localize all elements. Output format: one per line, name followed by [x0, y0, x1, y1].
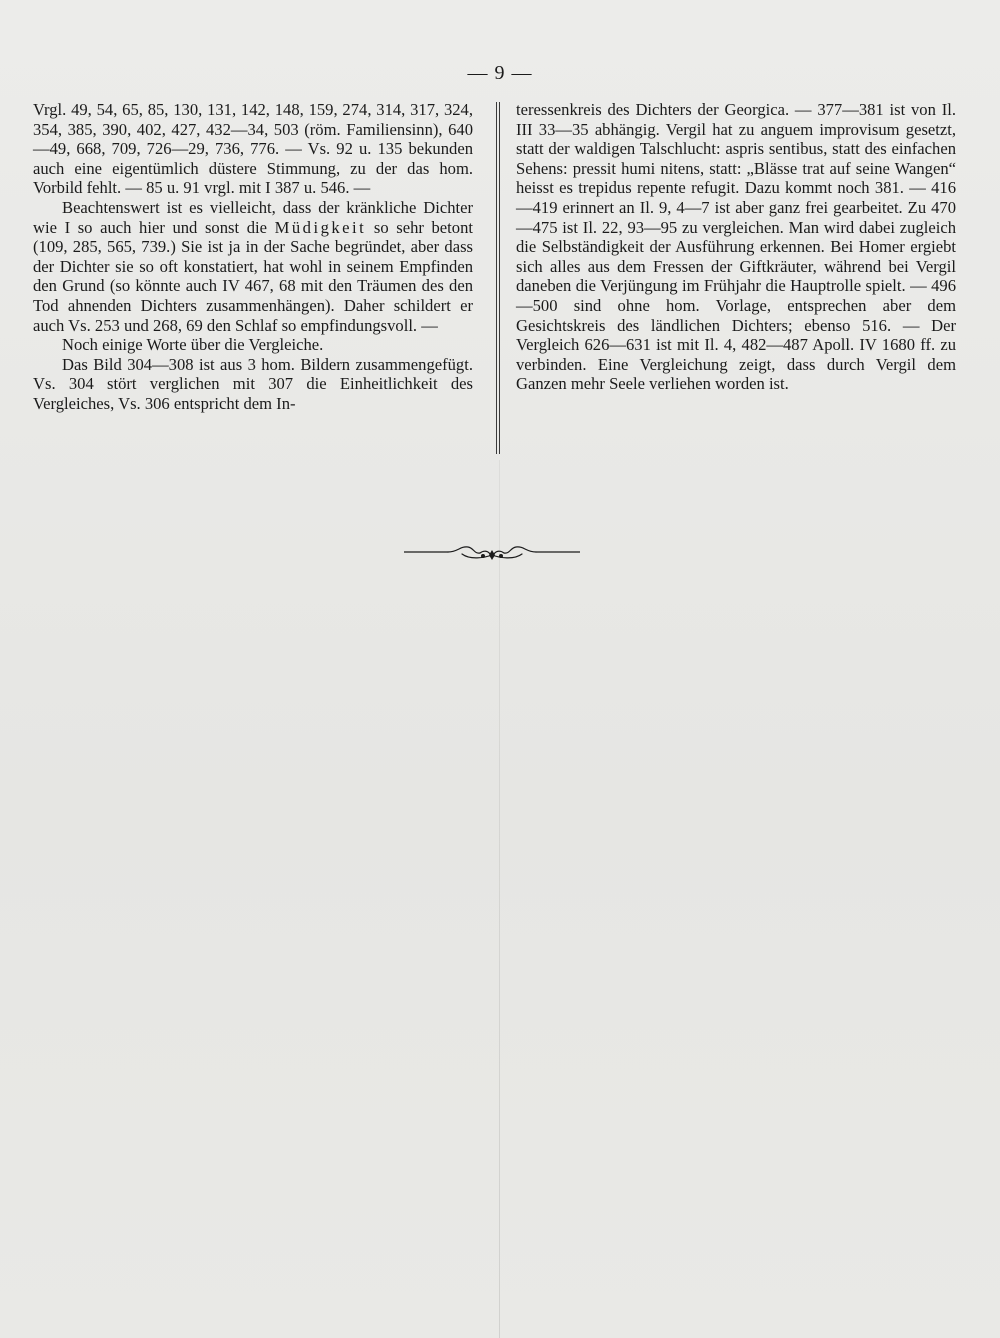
column-divider	[496, 102, 500, 454]
emphasized-word-muedigkeit: Müdigkeit	[274, 217, 367, 237]
left-paragraph-4: Das Bild 304—308 ist aus 3 hom. Bildern zusammengefügt. Vs. 304 stört verglichen mit 307 die Einheitlichkeit des Vergleiches, Vs. 306 entspricht dem In-	[33, 354, 473, 413]
left-paragraph-1: Vrgl. 49, 54, 65, 85, 130, 131, 142, 148, 159, 274, 314, 317, 324, 354, 385, 390, 402, 427, 432—34, 503 (röm. Familiensinn), 640—49, 668, 709, 726—29, 736, 776. — Vs. 92 u. 135 bekunden auch eine eigentümlich düstere Stimmung, zu der das hom. Vorbild fehlt. — 85 u. 91 vrgl. mit I 387 u. 546. —	[33, 100, 473, 198]
page-fold	[499, 460, 500, 1338]
left-paragraph-3: Noch einige Worte über die Vergleiche.	[62, 335, 324, 355]
paragraph-2-text-before: Beachtenswert ist es vielleicht, dass der kränkliche Dichter wie I so auch hier und sonst die	[33, 197, 473, 237]
paragraph-2-text-after: so sehr betont (109, 285, 565, 739.) Sie ist ja in der Sache begründet, aber dass der Dichter sie so oft konstatiert, hat wohl in seinem Empfinden den Grund (so könnte auch IV 467, 68 mit den Träumen des den Tod ahnenden Dichters zusammenhängen). Daher schildert er auch Vs. 253 und 268, 69 den Schlaf so empfindungsvoll. —	[33, 217, 473, 335]
right-paragraph-1: teressenkreis des Dichters der Georgica. — 377—381 ist von Il. III 33—35 abhängig. Vergil hat zu anguem improvisum gesetzt, statt der waldigen Talschlucht: aspris sentibus, statt des einfachen Sehens: pressit humi nitens, statt: „Blässe trat auf seine Wangen“ heisst es trepidus repente refugit. Dazu kommt noch 381. — 416—419 erinnert an Il. 9, 4—7 ist aber ganz frei gearbeitet. Zu 470—475 ist Il. 22, 93—95 zu vergleichen. Man wird dabei zugleich die Selbständigkeit der Ausführung erkennen. Bei Homer ergiebt sich alles aus dem Fressen der Giftkräuter, während bei Vergil daneben die Verjüngung im Frühjahr die Hauptrolle spielt. — 496—500 sind ohne hom. Vorlage, entsprechen aber dem Gesichtskreis des ländlichen Dichters; ebenso 516. — Der Vergleich 626—631 ist mit Il. 4, 482—487 Apoll. IV 1680 ff. zu verbinden. Eine Vergleichung zeigt, dass durch Vergil dem Ganzen mehr Seele verliehen worden ist.	[516, 100, 956, 394]
page-number: — 9 —	[467, 62, 533, 84]
right-column	[516, 100, 956, 394]
tailpiece-ornament-icon	[404, 540, 580, 568]
left-column	[33, 100, 473, 414]
left-paragraph-2	[33, 198, 473, 335]
